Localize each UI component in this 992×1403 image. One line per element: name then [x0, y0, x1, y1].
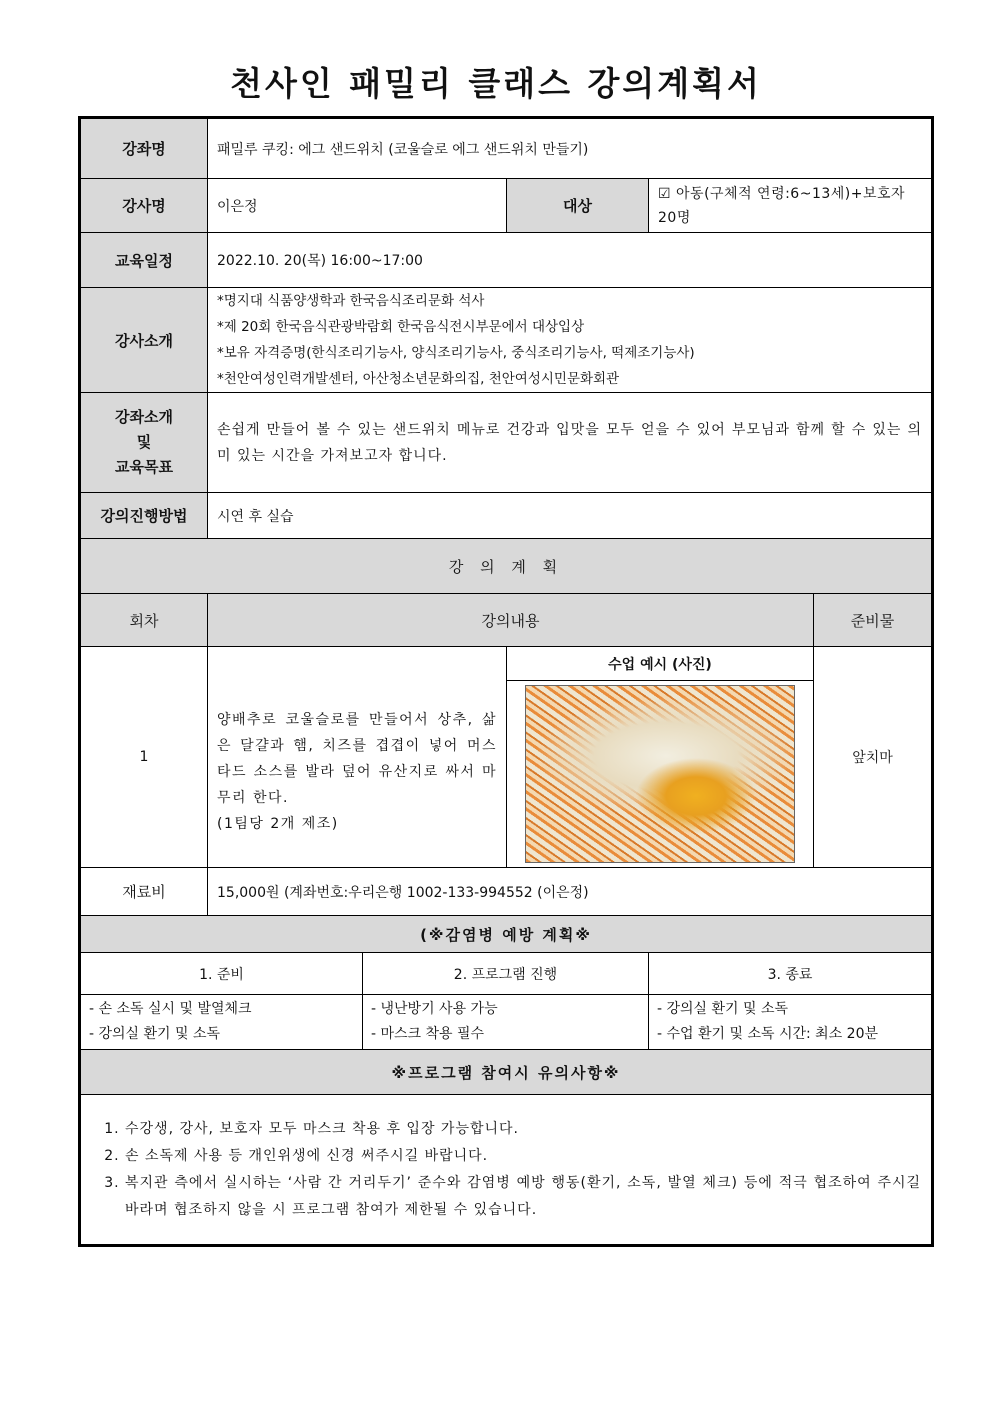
fee-label: 재료비 [81, 868, 208, 916]
notice-header: ※프로그램 참여시 유의사항※ [81, 1050, 932, 1095]
intro-item: *제 20회 한국음식관광박람회 한국음식전시부문에서 대상입상 [217, 319, 585, 335]
covid-item: - 수업 환기 및 소독 시간: 최소 20분 [657, 1026, 879, 1042]
intro-row [81, 288, 932, 393]
covid-item: - 강의실 환기 및 소독 [657, 1001, 789, 1017]
covid-item: - 손 소독 실시 및 발열체크 [89, 1001, 252, 1017]
fee-value: 15,000원 (계좌번호:우리은행 1002-133-994552 (이은정) [208, 868, 932, 916]
session-number: 1 [81, 647, 208, 868]
instructor-row [81, 179, 932, 233]
course-label: 강좌명 [81, 119, 208, 179]
target-label: 대상 [507, 179, 649, 233]
content-text: 양배추로 코울슬로를 만들어서 상추, 삶은 달걀과 햄, 치즈를 겹겹이 넣어 머스타드 소스를 발라 덮어 유산지로 싸서 마무리 한다. [217, 712, 497, 806]
photo-cell [507, 681, 814, 868]
notice-item: 1. 수강생, 강사, 보호자 모두 마스크 착용 후 입장 가능합니다. [125, 1116, 921, 1143]
method-row [81, 493, 932, 539]
covid-end-list [649, 995, 932, 1050]
goal-value: 손쉽게 만들어 볼 수 있는 샌드위치 메뉴로 건강과 입맛을 모두 얻을 수 있어 부모님과 함께 할 수 있는 의미 있는 시간을 가져보고자 합니다. [208, 393, 932, 493]
schedule-value: 2022.10. 20(목) 16:00~17:00 [208, 233, 932, 288]
covid-prepare-list [81, 995, 363, 1050]
schedule-row [81, 233, 932, 288]
session-content [208, 647, 507, 868]
method-label: 강의진행방법 [81, 493, 208, 539]
notice-list-cell [81, 1095, 932, 1245]
instructor-label: 강사명 [81, 179, 208, 233]
goal-row [81, 393, 932, 493]
session-col-header: 회차 [81, 594, 208, 647]
plan-header: 강 의 계 획 [81, 539, 932, 594]
covid-col-end: 3. 종료 [649, 953, 932, 995]
method-value: 시연 후 실습 [208, 493, 932, 539]
goal-label-line: 교육목표 [115, 458, 173, 476]
covid-item: - 강의실 환기 및 소독 [89, 1026, 221, 1042]
sandwich-photo [525, 685, 795, 863]
course-row [81, 119, 932, 179]
course-value: 패밀루 쿠킹: 에그 샌드위치 (코울슬로 에그 샌드위치 만들기) [208, 119, 932, 179]
covid-header-row [81, 916, 932, 953]
covid-item: - 냉난방기 사용 가능 [371, 1001, 498, 1017]
content-col-header: 강의내용 [208, 594, 814, 647]
plan-columns-row [81, 594, 932, 647]
notice-list [105, 1116, 921, 1224]
notice-item: 3. 복지관 측에서 실시하는 ‘사람 간 거리두기’ 준수와 감염병 예방 행동(환기, 소독, 발열 체크) 등에 적극 협조하여 주시길 바라며 협조하지 않을 시 프로그램 참여가 제한될 수 있습니다. [125, 1170, 921, 1224]
notice-header-row [81, 1050, 932, 1095]
lecture-plan-table [80, 118, 932, 1245]
content-note: (1팀당 2개 제조) [217, 816, 339, 832]
target-text: 아동(구체적 연령:6~13세)+보호자 20명 [658, 185, 906, 226]
fee-row [81, 868, 932, 916]
covid-item: - 마스크 착용 필수 [371, 1026, 485, 1042]
intro-list [208, 288, 932, 393]
plan-row-top [81, 647, 932, 681]
goal-label-line: 강좌소개 [115, 408, 173, 426]
covid-header: (※감염병 예방 계획※ [81, 916, 932, 953]
goal-label [81, 393, 208, 493]
covid-progress-list [363, 995, 649, 1050]
instructor-value: 이은정 [208, 179, 507, 233]
materials-col-header: 준비물 [814, 594, 932, 647]
intro-item: *명지대 식품양생학과 한국음식조리문화 석사 [217, 293, 485, 309]
document-title: 천사인 패밀리 클래스 강의계획서 [230, 64, 762, 103]
checkbox-checked-icon: ☑ [658, 185, 672, 202]
covid-col-progress: 2. 프로그램 진행 [363, 953, 649, 995]
intro-item: *보유 자격증명(한식조리기능사, 양식조리기능사, 중식조리기능사, 떡제조기능사) [217, 345, 695, 361]
notice-item: 2. 손 소독제 사용 등 개인위생에 신경 써주시길 바랍니다. [125, 1143, 921, 1170]
notice-body-row [81, 1095, 932, 1245]
plan-header-row [81, 539, 932, 594]
goal-label-line: 및 [136, 433, 152, 451]
intro-item: *천안여성인력개발센터, 아산청소년문화의집, 천안여성시민문화회관 [217, 371, 620, 387]
intro-label: 강사소개 [81, 288, 208, 393]
covid-col-prepare: 1. 준비 [81, 953, 363, 995]
photo-label: 수업 예시 (사진) [507, 647, 814, 681]
covid-body-row [81, 995, 932, 1050]
materials-value: 앞치마 [814, 647, 932, 868]
covid-columns-row [81, 953, 932, 995]
target-value [649, 179, 932, 233]
schedule-label: 교육일정 [81, 233, 208, 288]
